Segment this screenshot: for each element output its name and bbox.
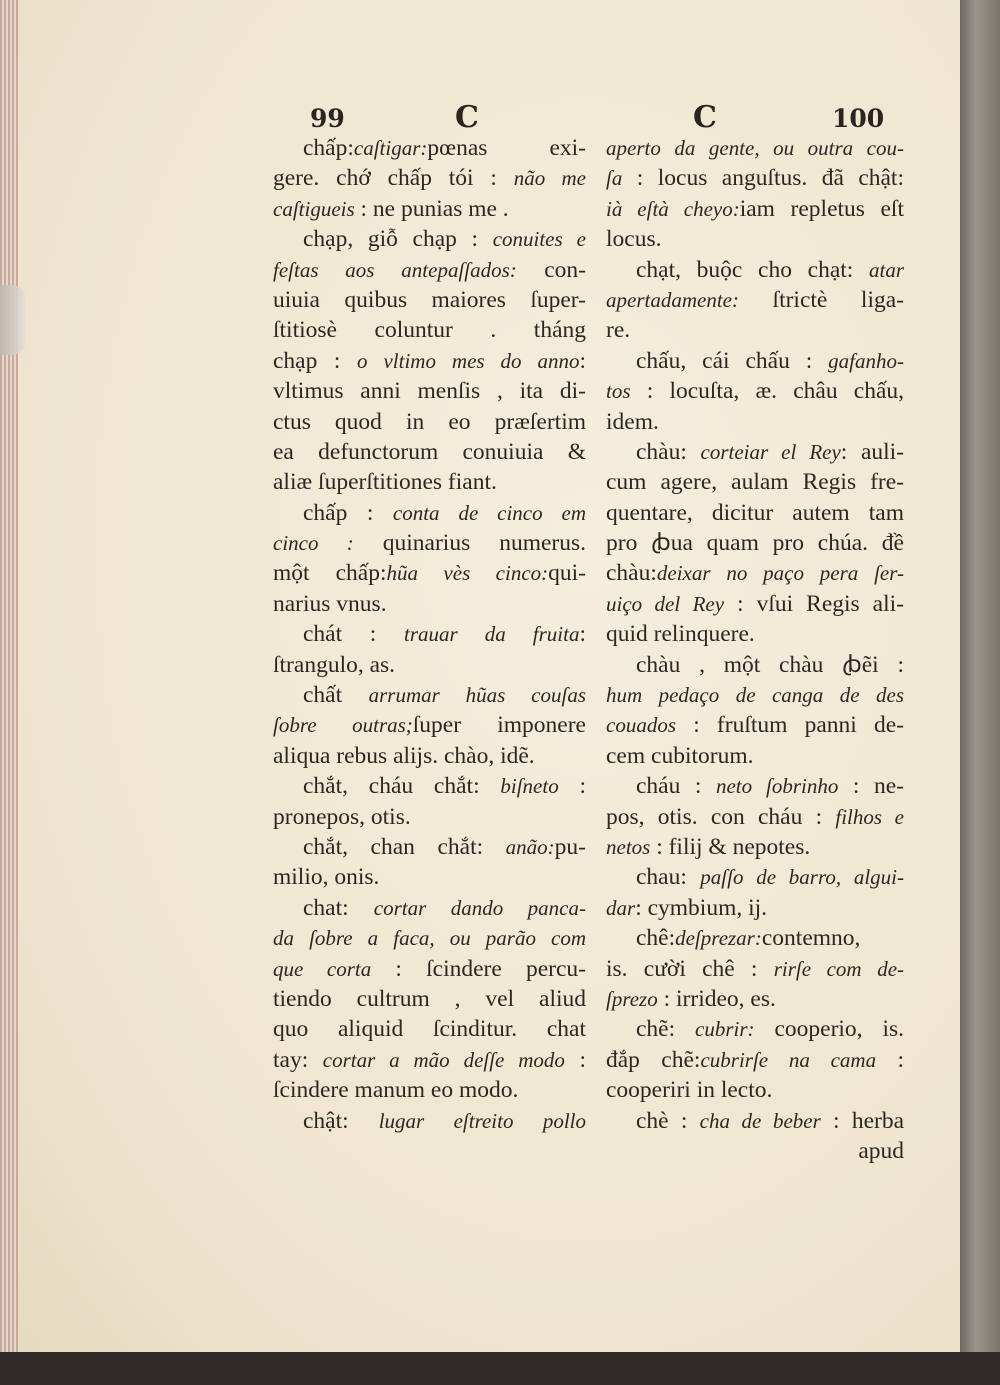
entry-text: :	[564, 1046, 586, 1073]
text-line	[273, 680, 586, 710]
portuguese-gloss: tos	[606, 379, 631, 404]
entry-text: ſtrangulo, as.	[273, 651, 396, 678]
text-line	[273, 255, 586, 285]
entry-text: một chấp:	[273, 560, 387, 587]
entry-text: chạp, giỗ chạp :	[303, 226, 493, 253]
portuguese-gloss: hum pedaço de canga de des	[606, 683, 904, 708]
portuguese-gloss: cortar dando panca-	[373, 895, 586, 920]
text-line	[606, 133, 904, 163]
text-line	[273, 589, 586, 619]
portuguese-gloss: cha de beber	[699, 1108, 821, 1133]
text-line	[606, 498, 904, 528]
portuguese-gloss: ſa	[606, 166, 623, 191]
text-line	[606, 710, 904, 740]
text-line	[273, 437, 586, 467]
entry-text: : locuſta, æ. châu chấu,	[630, 378, 904, 405]
text-line	[273, 376, 586, 406]
portuguese-gloss: uiço del Rey	[606, 591, 725, 616]
entry-text: ctus quod in eo præſertim	[273, 408, 586, 435]
text-line	[273, 285, 586, 315]
entry-text: :	[579, 347, 586, 374]
portuguese-gloss: que corta	[273, 956, 372, 981]
portuguese-gloss: ſprezo	[606, 986, 658, 1011]
portuguese-gloss: conta de cinco em	[392, 500, 586, 525]
text-line	[606, 619, 904, 649]
portuguese-gloss: deixar no paço pera ſer-	[656, 561, 904, 586]
entry-text: uiuia quibus maiores ſuper-	[273, 286, 586, 313]
entry-text: pu-	[554, 833, 586, 860]
entry-text: contemno,	[761, 925, 861, 952]
entry-text: ſcindere manum eo modo.	[273, 1077, 519, 1104]
portuguese-gloss: dar	[606, 895, 636, 920]
text-line	[606, 1136, 904, 1166]
entry-text: quentare, dicitur autem tam	[606, 499, 904, 526]
entry-text: quid relinquere.	[606, 621, 755, 648]
portuguese-gloss: feſtas aos antepaſſados:	[273, 257, 517, 282]
text-line	[273, 954, 586, 984]
entry-text: apud	[858, 1137, 904, 1164]
entry-text: con-	[516, 256, 586, 283]
text-line	[606, 680, 904, 710]
portuguese-gloss: hũa vès cinco:	[386, 561, 549, 586]
entry-text: aliæ ſuperſtitiones fiant.	[273, 469, 497, 496]
entry-text: chẽ:	[636, 1016, 696, 1043]
portuguese-gloss: apertadamente:	[606, 287, 739, 312]
text-line	[273, 862, 586, 892]
text-line	[606, 194, 904, 224]
entry-text: ſtrictè liga-	[738, 286, 904, 313]
portuguese-gloss: gafanho-	[828, 348, 904, 373]
entry-text: chau:	[636, 864, 701, 891]
text-line	[273, 650, 586, 680]
text-line	[606, 650, 904, 680]
text-line	[606, 802, 904, 832]
entry-text: chè :	[636, 1107, 700, 1134]
entry-text: : ne-	[838, 773, 904, 800]
text-line	[606, 893, 904, 923]
portuguese-gloss: não me	[513, 166, 586, 191]
text-line	[606, 1075, 904, 1105]
entry-text: qui-	[548, 560, 586, 587]
text-line	[606, 1106, 904, 1136]
text-line	[606, 558, 904, 588]
entry-text: chật:	[303, 1107, 379, 1134]
entry-text: gere. chớ chấp tói :	[273, 165, 514, 192]
entry-text: : filij & nepotes.	[650, 833, 811, 860]
text-line	[606, 285, 904, 315]
entry-text: ſuper imponere	[412, 712, 586, 739]
page-clip	[0, 285, 26, 355]
entry-text: vltimus anni menſis , ita di-	[273, 378, 586, 405]
portuguese-gloss: biſneto	[500, 774, 559, 799]
portuguese-gloss: netos	[606, 834, 651, 859]
portuguese-gloss: deſprezar:	[675, 926, 762, 951]
entry-text: : herba	[820, 1107, 904, 1134]
portuguese-gloss: trauar da fruita	[404, 622, 580, 647]
entry-text: chàu , một chàu ꞗẽi :	[636, 651, 904, 678]
text-line	[606, 832, 904, 862]
text-line	[273, 893, 586, 923]
portuguese-gloss: ià eſtà cheyo:	[606, 196, 740, 221]
scan-bottom-border	[0, 1352, 1000, 1385]
entry-text: : irrideo, es.	[657, 985, 776, 1012]
entry-text: chắt, cháu chắt:	[303, 773, 501, 800]
entry-text: : auli-	[840, 438, 904, 465]
portuguese-gloss: o vltimo mes do anno	[357, 348, 580, 373]
portuguese-gloss: lugar eſtreito pollo	[378, 1108, 586, 1133]
text-line	[273, 528, 586, 558]
text-line	[606, 741, 904, 771]
entry-text: pœnas exi-	[427, 135, 586, 161]
text-line	[606, 224, 904, 254]
entry-text: cem cubitorum.	[606, 742, 754, 769]
text-line	[273, 923, 586, 953]
entry-text: narius vnus.	[273, 590, 387, 617]
entry-text: tay:	[273, 1046, 323, 1073]
text-line	[273, 619, 586, 649]
text-line	[606, 923, 904, 953]
left-text-column	[273, 133, 586, 1136]
text-line	[273, 163, 586, 193]
portuguese-gloss: anão:	[505, 834, 555, 859]
entry-text: chàu:	[606, 560, 657, 587]
entry-text: : ne punias me .	[354, 195, 509, 222]
portuguese-gloss: cortar a mão deſſe modo	[322, 1047, 565, 1072]
right-text-column	[606, 133, 904, 1166]
entry-text: pro ꞗua quam pro chúa. đề	[606, 530, 904, 557]
entry-text: cum agere, aulam Regis fre-	[606, 469, 904, 496]
text-line	[273, 832, 586, 862]
text-line	[273, 224, 586, 254]
text-line	[606, 1014, 904, 1044]
text-line	[273, 1014, 586, 1044]
text-line	[273, 558, 586, 588]
text-line	[606, 862, 904, 892]
entry-text: ea defunctorum conuiuia &	[273, 438, 586, 465]
text-line	[273, 771, 586, 801]
text-line	[606, 467, 904, 497]
book-binding	[960, 0, 1000, 1385]
portuguese-gloss: cinco :	[273, 531, 354, 556]
entry-text: chắt, chan chắt:	[303, 833, 506, 860]
portuguese-gloss: corteiar el Rey	[700, 439, 841, 464]
text-line	[273, 407, 586, 437]
text-line	[606, 315, 904, 345]
portuguese-gloss: caſtigar:	[353, 136, 428, 160]
portuguese-gloss: conuites e	[492, 227, 586, 252]
text-line	[273, 802, 586, 832]
portuguese-gloss: rirſe com de-	[773, 956, 904, 981]
entry-text: chấp:	[303, 135, 354, 161]
right-section-letter: C	[693, 100, 717, 135]
entry-text: ſtitiosè coluntur . tháng	[273, 317, 586, 344]
text-line	[606, 1045, 904, 1075]
text-line	[273, 498, 586, 528]
left-section-letter: C	[455, 100, 479, 135]
entry-text: đắp chẽ:	[606, 1046, 701, 1073]
entry-text: : vſui Regis ali-	[724, 590, 904, 617]
portuguese-gloss: paſſo de barro, algui-	[700, 865, 904, 890]
text-line	[606, 255, 904, 285]
entry-text: :	[558, 773, 586, 800]
portuguese-gloss: da ſobre a faca, ou parão com	[273, 926, 586, 951]
text-line	[273, 1075, 586, 1105]
right-page-number: 100	[832, 104, 885, 133]
entry-text: milio, onis.	[273, 864, 380, 891]
portuguese-gloss: atar	[868, 257, 904, 282]
entry-text: quo aliquid ſcinditur. chat	[273, 1016, 586, 1043]
entry-text: chất	[303, 682, 369, 709]
text-line	[606, 954, 904, 984]
text-line	[606, 376, 904, 406]
entry-text: chàu:	[636, 438, 701, 465]
entry-text: iam repletus eſt	[739, 195, 904, 222]
entry-text: cooperio, is.	[754, 1016, 904, 1043]
text-line	[606, 528, 904, 558]
text-line	[273, 710, 586, 740]
entry-text: tiendo cultrum , vel aliud	[273, 985, 586, 1012]
entry-text: : fruſtum panni de-	[676, 712, 904, 739]
entry-text: chấp :	[303, 499, 393, 526]
entry-text: aliqua rebus alijs. chào, idẽ.	[273, 742, 535, 769]
entry-text: :	[876, 1046, 904, 1073]
entry-text: re.	[606, 317, 631, 344]
portuguese-gloss: couados	[606, 713, 676, 738]
text-line	[606, 589, 904, 619]
entry-text: quinarius numerus.	[353, 530, 586, 557]
entry-text: chạp :	[273, 347, 358, 374]
text-line	[606, 984, 904, 1014]
portuguese-gloss: ſobre outras;	[273, 713, 413, 738]
portuguese-gloss: arrumar hũas couſas	[368, 683, 586, 708]
portuguese-gloss: cubrirſe na cama	[700, 1047, 877, 1072]
text-line	[273, 1106, 586, 1136]
entry-text: pos, otis. con cháu :	[606, 803, 836, 830]
entry-text: : ſcindere percu-	[371, 955, 586, 982]
entry-text: chạt, buộc cho chạt:	[636, 256, 869, 283]
entry-text: chấu, cái chấu :	[636, 347, 829, 374]
text-line	[606, 771, 904, 801]
text-line	[273, 315, 586, 345]
text-line	[273, 984, 586, 1014]
portuguese-gloss: filhos e	[835, 804, 904, 829]
entry-text: cooperiri in lecto.	[606, 1077, 773, 1104]
text-line	[606, 346, 904, 376]
entry-text: locus.	[606, 226, 662, 253]
left-page-number: 99	[310, 104, 345, 133]
portuguese-gloss: caſtigueis	[273, 196, 355, 221]
portuguese-gloss: neto ſobrinho	[715, 774, 839, 799]
entry-text: chát :	[303, 621, 405, 648]
text-line	[606, 163, 904, 193]
entry-text: idem.	[606, 408, 659, 435]
entry-text: chê:	[636, 925, 676, 952]
text-line	[273, 741, 586, 771]
entry-text: : locus anguſtus. đã chật:	[622, 165, 904, 192]
text-line	[273, 346, 586, 376]
text-line	[273, 467, 586, 497]
entry-text: chat:	[303, 894, 374, 921]
entry-text: is. cười chê :	[606, 955, 774, 982]
entry-text: : cymbium, ij.	[635, 894, 768, 921]
text-line	[273, 194, 586, 224]
text-line	[273, 133, 586, 163]
portuguese-gloss: cubrir:	[695, 1017, 755, 1042]
text-line	[273, 1045, 586, 1075]
portuguese-gloss: aperto da gente, ou outra cou-	[606, 136, 904, 160]
text-line	[606, 407, 904, 437]
entry-text: cháu :	[636, 773, 716, 800]
entry-text: pronepos, otis.	[273, 803, 411, 830]
entry-text: :	[579, 621, 586, 648]
text-line	[606, 437, 904, 467]
